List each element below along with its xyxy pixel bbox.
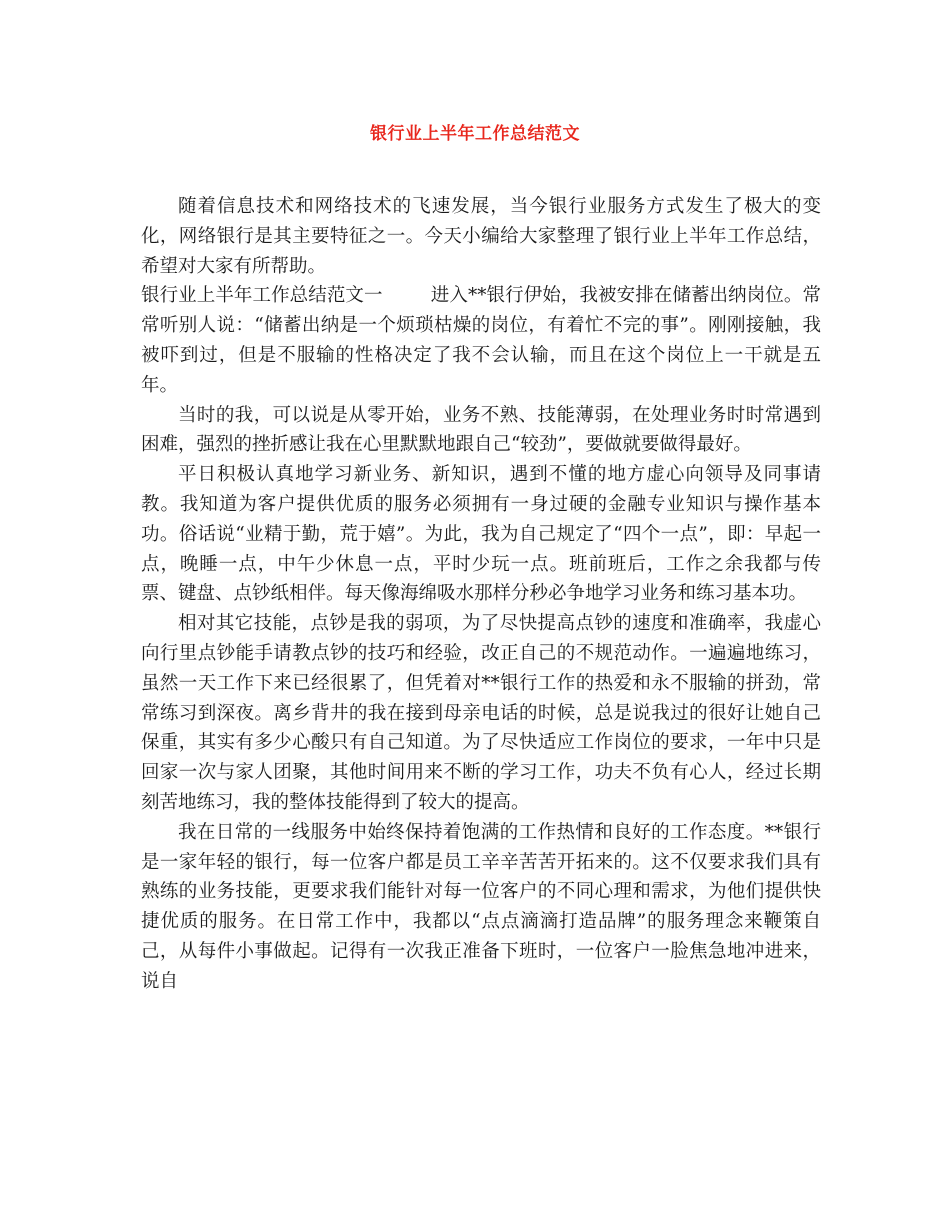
section-first-paragraph (141, 281, 821, 400)
body-paragraph-2: 当时的我，可以说是从零开始，业务不熟、技能薄弱，在处理业务时时常遇到困难，强烈的挫折感让我在心里默默地跟自己“较劲”，要做就要做得最好。 (141, 404, 821, 456)
section-heading: 银行业上半年工作总结范文一 (141, 285, 383, 307)
body-paragraph-5: 我在日常的一线服务中始终保持着饱满的工作热情和良好的工作态度。**银行是一家年轻的银行，每一位客户都是员工辛辛苦苦开拓来的。这不仅要求我们具有熟练的业务技能，更要求我们能针对每一位客户的不同心理和需求，为他们提供快捷优质的服务。在日常工作中，我都以“点点滴滴打造品牌”的服务理念来鞭策自己，从每件小事做起。记得有一次我正准备下班时，一位客户一脸焦急地冲进来，说自 (141, 821, 821, 992)
document-title: 银行业上半年工作总结范文 (370, 124, 580, 144)
intro-paragraph: 随着信息技术和网络技术的飞速发展，当今银行业服务方式发生了极大的变化，网络银行是其主要特征之一。今天小编给大家整理了银行业上半年工作总结，希望对大家有所帮助。 (141, 196, 821, 277)
body-paragraph-1: 进入**银行伊始，我被安排在储蓄出纳岗位。常常听别人说：“储蓄出纳是一个烦琐枯燥的岗位，有着忙不完的事”。刚刚接触，我被吓到过，但是不服输的性格决定了我不会认输，而且在这个岗位上一干就是五年。 (141, 285, 821, 396)
document-body (141, 192, 821, 997)
body-paragraph-4: 相对其它技能，点钞是我的弱项，为了尽快提高点钞的速度和准确率，我虚心向行里点钞能手请教点钞的技巧和经验，改正自己的不规范动作。一遍遍地练习，虽然一天工作下来已经很累了，但凭着对**银行工作的热爱和永不服输的拼劲，常常练习到深夜。离乡背井的我在接到母亲电话的时候，总是说我过的很好让她自己保重，其实有多少心酸只有自己知道。为了尽快适应工作岗位的要求，一年中只是回家一次与家人团聚，其他时间用来不断的学习工作，功夫不负有心人，经过长期刻苦地练习，我的整体技能得到了较大的提高。 (141, 613, 821, 813)
body-paragraph-3: 平日积极认真地学习新业务、新知识，遇到不懂的地方虚心向领导及同事请教。我知道为客户提供优质的服务必须拥有一身过硬的金融专业知识与操作基本功。俗话说“业精于勤，荒于嬉”。为此，我为自己规定了“四个一点”，即：早起一点，晚睡一点，中午少休息一点，平时少玩一点。班前班后，工作之余我都与传票、键盘、点钞纸相伴。每天像海绵吸水那样分秒必争地学习业务和练习基本功。 (141, 464, 821, 605)
